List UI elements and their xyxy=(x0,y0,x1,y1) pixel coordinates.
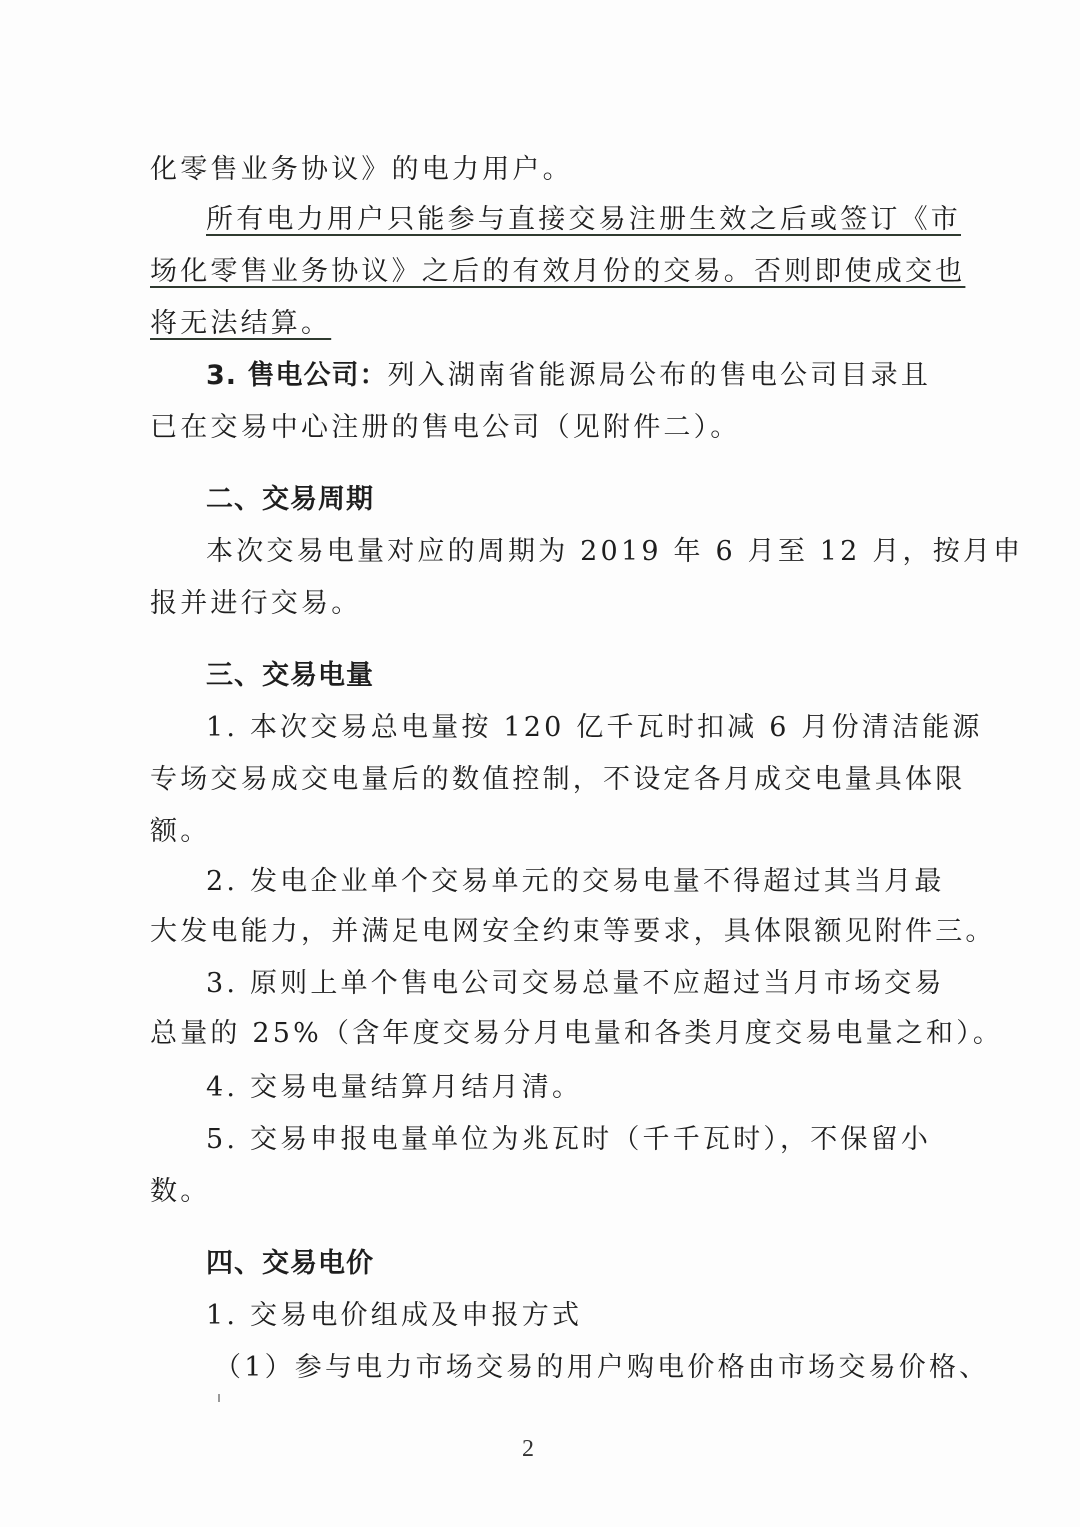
paragraph-line: 1. 交易电价组成及申报方式 xyxy=(206,1300,583,1331)
paragraph-line: 本次交易电量对应的周期为 2019 年 6 月至 12 月，按月申 xyxy=(206,536,1024,567)
underlined-paragraph-line: 所有电力用户只能参与直接交易注册生效之后或签订《市 xyxy=(206,204,961,235)
paragraph-line: 5. 交易申报电量单位为兆瓦时（千千瓦时），不保留小 xyxy=(206,1124,932,1155)
item-text: 列入湖南省能源局公布的售电公司目录且 xyxy=(387,360,932,391)
underlined-paragraph-line: 场化零售业务协议》之后的有效月份的交易。否则即使成交也 xyxy=(150,256,966,287)
section-heading: 四、交易电价 xyxy=(206,1248,374,1279)
paragraph-line: 1. 本次交易总电量按 120 亿千瓦时扣减 6 月份清洁能源 xyxy=(206,712,983,743)
paragraph-line: 专场交易成交电量后的数值控制，不设定各月成交电量具体限 xyxy=(150,764,966,795)
underlined-paragraph-line: 将无法结算。 xyxy=(150,308,332,339)
paragraph-line: 3. 原则上单个售电公司交易总量不应超过当月市场交易 xyxy=(206,968,945,999)
paragraph-line-sales-company xyxy=(206,358,932,394)
paragraph-line: 总量的 25%（含年度交易分月电量和各类月度交易电量之和）。 xyxy=(150,1018,1004,1049)
section-heading: 二、交易周期 xyxy=(206,484,374,515)
paragraph-line: （1）参与电力市场交易的用户购电价格由市场交易价格、 xyxy=(214,1352,990,1383)
section-heading: 三、交易电量 xyxy=(206,660,374,691)
scan-speck xyxy=(218,1394,220,1402)
paragraph-line: 化零售业务协议》的电力用户。 xyxy=(150,154,573,185)
page-number: 2 xyxy=(522,1436,534,1462)
paragraph-line: 报并进行交易。 xyxy=(150,588,362,619)
item-label: 3. 售电公司： xyxy=(206,360,388,391)
paragraph-line: 额。 xyxy=(150,816,211,847)
paragraph-line: 4. 交易电量结算月结月清。 xyxy=(206,1072,583,1103)
paragraph-line: 大发电能力，并满足电网安全约束等要求，具体限额见附件三。 xyxy=(150,916,996,947)
paragraph-line: 2. 发电企业单个交易单元的交易电量不得超过其当月最 xyxy=(206,866,945,897)
paragraph-line: 数。 xyxy=(150,1176,211,1207)
paragraph-line: 已在交易中心注册的售电公司（见附件二）。 xyxy=(150,412,741,443)
